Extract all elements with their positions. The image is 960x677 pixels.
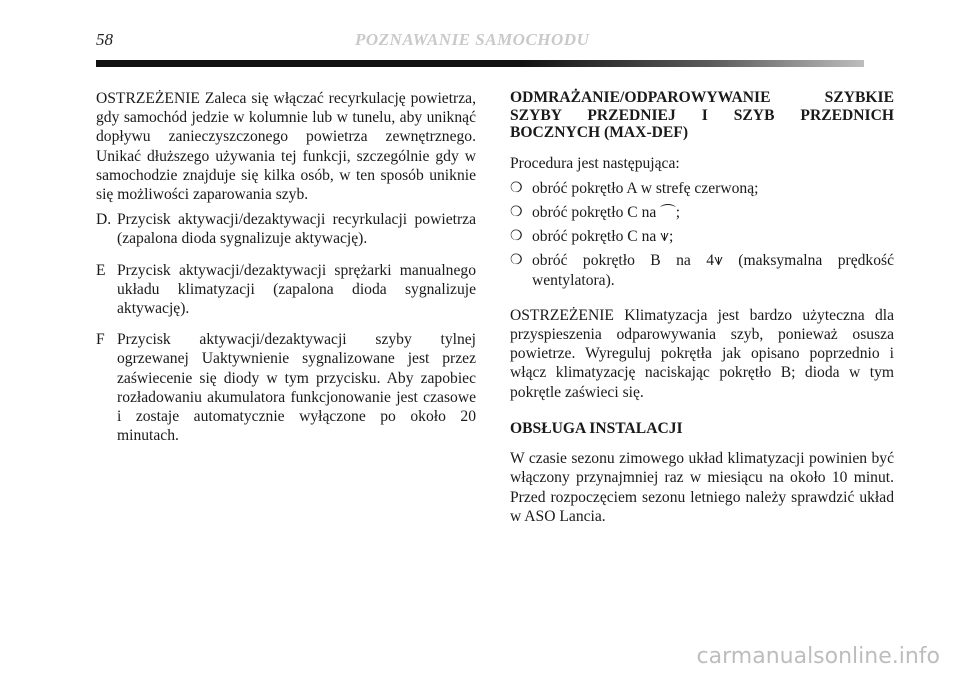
- list-item: [96, 210, 476, 248]
- warning-paragraph: [96, 89, 476, 204]
- left-column: [96, 89, 476, 457]
- warning-text: Zaleca się włączać recyrkulację powietrza, gdy samochód jedzie w kolumnie lub w tunelu, aby uniknąć dopływu zanieczyszczonego powietrza zewnętrznego. Unikać dłuższego używania tej funkcji, szczególnie gdy w samochodzie znajduje się kilka osób, w ten sposób uniknie się możliwości zaparowania szyb.: [96, 90, 476, 204]
- item-letter: E: [96, 261, 106, 279]
- circle-bullet-icon: ❍: [510, 253, 523, 269]
- list-item: [510, 203, 894, 222]
- item-text: Przycisk aktywacji/dezaktywacji recyrkulacji powietrza (zapalona dioda sygnalizuje aktywację).: [117, 211, 476, 248]
- step-text: obróć pokrętło C na ⌒;: [532, 203, 681, 221]
- warning-label: OSTRZEŻENIE: [96, 90, 200, 107]
- step-text: obróć pokrętło A w strefę czerwoną;: [532, 179, 759, 197]
- list-item: [510, 227, 894, 246]
- item-text: Przycisk aktywacji/dezaktywacji szyby tylnej ogrzewanej Uaktywnienie sygnalizowane jest przez zaświecenie się diody w tym przycisku. Aby zapobiec rozładowaniu akumulatora funkcjonowanie jest czasowe i zostaje automatycznie wyłączone po około 20 minutach.: [117, 331, 476, 445]
- maintenance-text: W czasie sezonu zimowego układ klimatyzacji powinien być włączony przynajmniej raz w miesiącu na około 10 minut. Przed rozpoczęciem sezonu letniego należy sprawdzić układ w ASO Lancia.: [510, 450, 894, 525]
- procedure-steps: [510, 179, 894, 290]
- circle-bullet-icon: ❍: [510, 180, 523, 196]
- step-text: obróć pokrętło C na ⩛;: [532, 228, 674, 246]
- circle-bullet-icon: ❍: [510, 204, 523, 220]
- defrost-heading: ODMRAŻANIE/ODPAROWYWANIE SZYBKIE SZYBY PRZEDNIEJ I SZYB PRZEDNICH BOCZNYCH (MAX-DEF): [510, 89, 894, 141]
- list-item: [96, 330, 476, 445]
- list-item: [510, 179, 894, 198]
- warning-label: OSTRZEŻENIE: [510, 306, 614, 324]
- item-letter: F: [96, 331, 105, 349]
- warning-text: Klimatyzacja jest bardzo użyteczna dla przyspieszenia odparowywania szyb, ponieważ osusza powietrze. Wyreguluj pokrętła jak opisano poprzednio i włącz klimatyzację naciskając pokrętło B; dioda w tym pokrętle zaświeci się.: [510, 306, 894, 401]
- list-item: [510, 251, 894, 289]
- right-column: [510, 89, 894, 532]
- header-rule: [96, 60, 864, 67]
- list-item: [96, 261, 476, 319]
- item-letter: D.: [96, 211, 112, 229]
- procedure-intro: Procedura jest następująca:: [510, 154, 680, 172]
- section-title: POZNAWANIE SAMOCHODU: [355, 30, 590, 49]
- page-number: 58: [96, 30, 113, 49]
- ac-warning-paragraph: [510, 306, 894, 402]
- step-text: obróć pokrętło B na 4⩛ (maksymalna prędkość wentylatora).: [532, 252, 894, 289]
- item-text: Przycisk aktywacji/dezaktywacji sprężarki manualnego układu klimatyzacji (zapalona dioda sygnalizuje aktywację).: [117, 261, 476, 318]
- circle-bullet-icon: ❍: [510, 229, 523, 245]
- maintenance-heading: OBSŁUGA INSTALACJI: [510, 419, 683, 437]
- watermark: carmanualsonline.info: [696, 644, 940, 669]
